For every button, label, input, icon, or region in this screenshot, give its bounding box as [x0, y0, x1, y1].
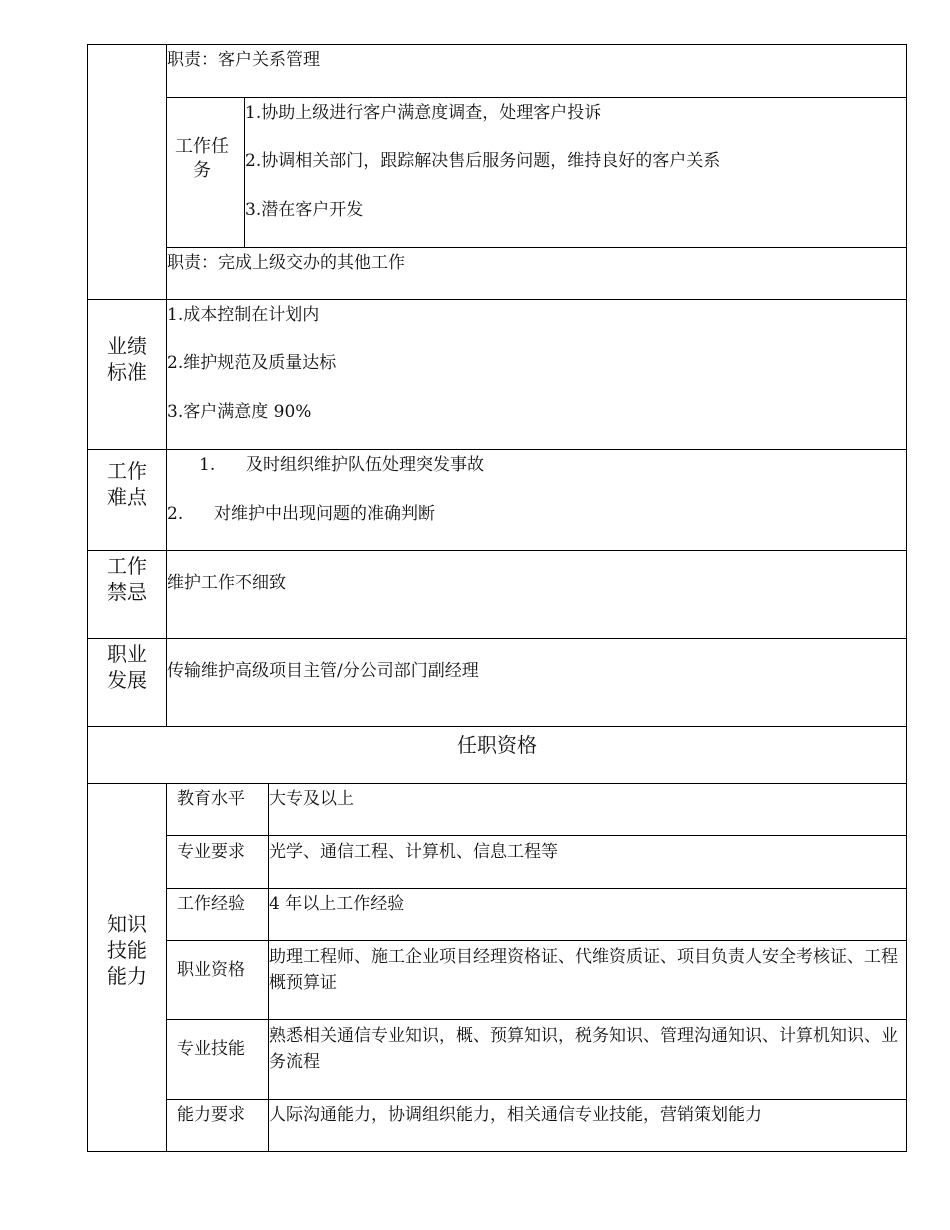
table-right-border — [906, 44, 907, 1152]
row-divider — [166, 835, 907, 836]
task-label: 工作任务 — [175, 136, 229, 181]
qualification-header: 任职资格 — [457, 733, 537, 757]
difficulty-item: 对维护中出现问题的准确判断 — [214, 504, 435, 524]
label-column-divider — [166, 44, 167, 727]
career-text: 传输维护高级项目主管/分公司部门副经理 — [167, 661, 479, 681]
table-left-border — [87, 44, 88, 1152]
row-divider — [87, 550, 907, 551]
qualification-value: 4 年以上工作经验 — [269, 894, 405, 914]
row-divider — [166, 1099, 907, 1100]
task-item: 2.协调相关部门，跟踪解决售后服务问题，维持良好的客户关系 — [245, 151, 721, 171]
row-divider — [166, 1019, 907, 1020]
qualification-label: 能力要求 — [177, 1105, 245, 1125]
row-divider — [87, 638, 907, 639]
row-divider — [166, 247, 907, 248]
performance-label: 业绩标准 — [107, 334, 147, 384]
taboos-label: 工作禁忌 — [107, 554, 147, 604]
qualification-value: 大专及以上 — [269, 789, 354, 809]
row-divider — [166, 940, 907, 941]
qualification-label: 专业要求 — [177, 842, 245, 862]
row-divider — [87, 449, 907, 450]
qualification-value: 助理工程师、施工企业项目经理资格证、代维资质证、项目负责人安全考核证、工程概预算证 — [269, 947, 898, 993]
qualification-label: 专业技能 — [177, 1039, 245, 1059]
qualification-value: 光学、通信工程、计算机、信息工程等 — [269, 842, 558, 862]
taboos-text: 维护工作不细致 — [167, 573, 286, 593]
qualification-value: 人际沟通能力，协调组织能力，相关通信专业技能，营销策划能力 — [269, 1105, 762, 1125]
row-divider — [166, 97, 907, 98]
performance-item: 3.客户满意度 90% — [167, 402, 312, 422]
difficulty-item: 及时组织维护队伍处理突发事故 — [246, 455, 484, 475]
qualification-label: 教育水平 — [177, 789, 245, 809]
performance-item: 1.成本控制在计划内 — [167, 305, 320, 325]
qualification-value: 熟悉相关通信专业知识，概、预算知识，税务知识、管理沟通知识、计算机知识、业务流程 — [269, 1026, 898, 1072]
duty-title: 职责：完成上级交办的其他工作 — [167, 253, 405, 273]
knowledge-skills-label: 知识技能能力 — [107, 912, 147, 988]
career-label: 职业发展 — [107, 642, 147, 692]
qualification-label: 职业资格 — [177, 960, 245, 980]
difficulty-number: 2. — [167, 504, 184, 524]
duty-title: 职责：客户关系管理 — [167, 50, 320, 70]
row-divider — [87, 783, 907, 784]
difficulties-label: 工作难点 — [107, 459, 147, 509]
performance-item: 2.维护规范及质量达标 — [167, 353, 337, 373]
table-top-border — [87, 44, 907, 45]
difficulty-number: 1. — [199, 455, 216, 475]
row-divider — [87, 299, 907, 300]
qualification-label: 工作经验 — [177, 894, 245, 914]
table-bottom-border — [87, 1151, 907, 1152]
task-item: 3.潜在客户开发 — [245, 200, 364, 220]
row-divider — [166, 888, 907, 889]
task-item: 1.协助上级进行客户满意度调查，处理客户投诉 — [245, 103, 602, 123]
label-column-divider-lower — [166, 784, 167, 1152]
row-divider — [87, 726, 907, 727]
